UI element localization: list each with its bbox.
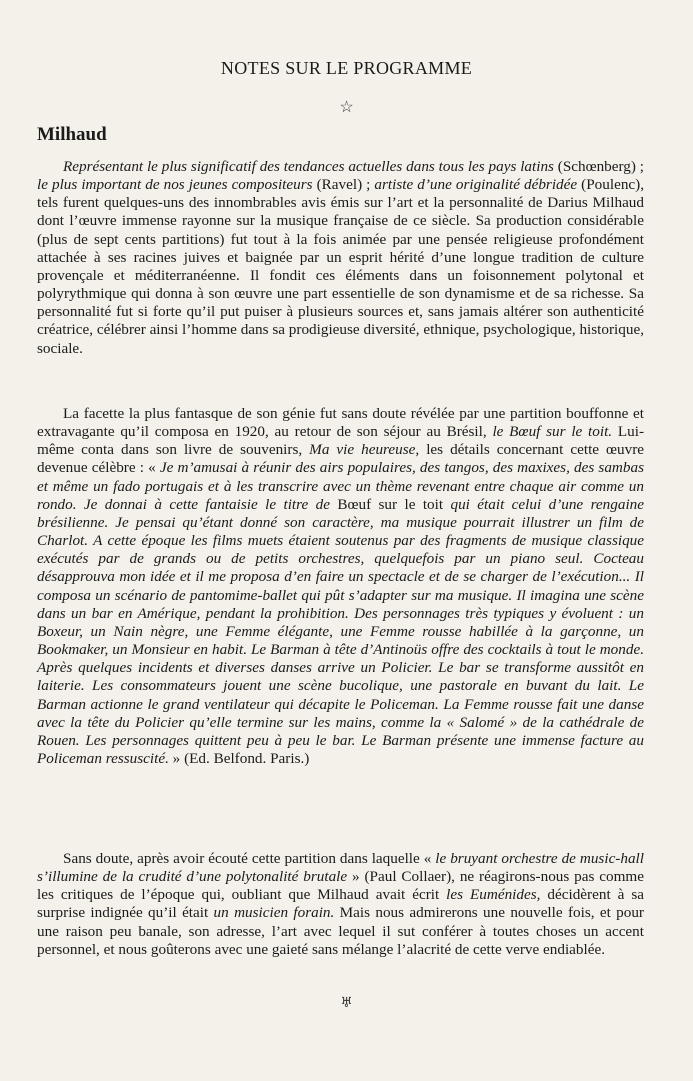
end-ornament-icon: ♅	[340, 996, 353, 1011]
paragraph-1	[37, 158, 644, 358]
text-run: un musicien forain.	[213, 904, 335, 922]
text-run: artiste d’une originalité débridée	[374, 176, 578, 194]
text-run: Lui-même conta dans son livre de souvenirs,	[37, 423, 645, 459]
text-run: » (Ed. Belfond. Paris.)	[168, 749, 310, 767]
text-run: le plus important de nos jeunes compositeurs	[37, 176, 313, 194]
text-run: qui était celui d’une rengaine brésilienne. Je pensai qu’étant donné son caractère, ma musique pourrait illustrer un film de Charlot. A cette époque les films muets étaient soutenus par des fragments de musique classique exécutés par de grands ou de petits orchestres, quelquefois par un piano seul. Cocteau désapprouva mon idée et il me proposa d’en faire un spectacle et de se charger de l’exécution... Il composa un scénario de pantomime-ballet qui pût s’adapter sur ma musique. Il imagina une scène dans un bar en Amérique, pendant la prohibition. Des personnages très typiques y évoluent : un Boxeur, un Nain nègre, une Femme élégante, une Femme rousse habillée à la garçonne, un Bookmaker, un Monsieur en habit. Le Barman à tête d’Antinoüs offre des cocktails à tout le monde. Après quelques incidents et diverses danses arrive un Policier. Le bar se transforme aussitôt en laiterie. Les consommateurs jouent une scène bucolique, une pastorale en buvant du lait. Le Barman actionne le grand ventilateur qui décapite le Policeman. La Femme rousse fait une danse avec la tête du Policier qu’elle termine sur les mains, comme la « Salomé » de la cathédrale de Rouen. Les personnages quittent peu à peu le bar. Le Barman présente une immense facture au Policeman ressuscité.	[37, 495, 644, 767]
text-run: (Schœnberg) ;	[553, 158, 645, 175]
text-run: La facette la plus fantasque de son génie fut sans doute révélée par une partition bouffonne et extravagante qu’il composa en 1920, au retour de son séjour au Brésil,	[37, 405, 644, 441]
text-run: Je m’amusai à réunir des airs populaires, des tangos, des maxixes, des sambas et même un fado portugais et à les transcrire avec un thème revenant entre chaque air comme un rondo. Je donnai à cette fantaisie le titre de	[37, 459, 644, 513]
text-run: le Bœuf sur le toit.	[492, 423, 613, 441]
text-run: Mais nous admirerons une nouvelle fois, et pour une raison peu banale, son adresse, l’art avec lequel il sut conférer à toutes choses un accent personnel, et nous goûterons avec une gaieté sans mélange l’alacrité de cette verve endiablée.	[37, 904, 644, 958]
text-run: (Ravel) ;	[312, 176, 375, 194]
text-run: les Euménides,	[446, 886, 541, 904]
text-run: Représentant le plus significatif des tendances actuelles dans tous les pays latins	[63, 158, 554, 175]
page-header: NOTES SUR LE PROGRAMME	[220, 58, 473, 78]
paragraph-2	[37, 405, 644, 768]
text-run: (Poulenc), tels furent quelques-uns des innombrables avis émis sur l’art et la personnalité de Darius Milhaud dont l’œuvre immense rayonne sur la musique française de ce siècle. Sa production considérable (plus de sept cents partitions) fut tout à la fois animée par une pensée religieuse profondément attachée à ses racines juives et baignée par un esprit hérité d’une longue tradition de culture provençale et méditerranéenne. Il fondit ces éléments dans un foisonnement polytonal et polyrythmique qui donna à son œuvre une part essentielle de son dynamisme et de sa richesse. Sa personnalité fut si forte qu’il put puiser à plusieurs sources et, sans jamais altérer son authenticité créatrice, célébrer ainsi l’homme dans sa prodigieuse diversité, ethnique, psychologique, historique, sociale.	[37, 176, 645, 357]
text-run: le bruyant orchestre de music-hall s’illumine de la crudité d’une polytonalité brutale	[37, 850, 644, 886]
text-run: les détails concernant cette œuvre devenue célèbre : «	[37, 441, 644, 477]
text-run: » (Paul Collaer), ne réagirons-nous pas comme les critiques de l’époque qui, oubliant que Milhaud avait écrit	[37, 868, 644, 904]
text-run: Sans doute, après avoir écouté cette partition dans laquelle «	[63, 850, 436, 867]
text-run: Ma vie heureuse,	[309, 441, 420, 459]
paragraph-3	[37, 850, 644, 959]
section-title: Milhaud	[37, 124, 107, 145]
text-run: Bœuf sur le toit	[337, 495, 444, 513]
star-ornament-icon: ☆	[339, 99, 354, 116]
text-run: décidèrent à sa surprise indignée qu’il était	[37, 886, 644, 922]
